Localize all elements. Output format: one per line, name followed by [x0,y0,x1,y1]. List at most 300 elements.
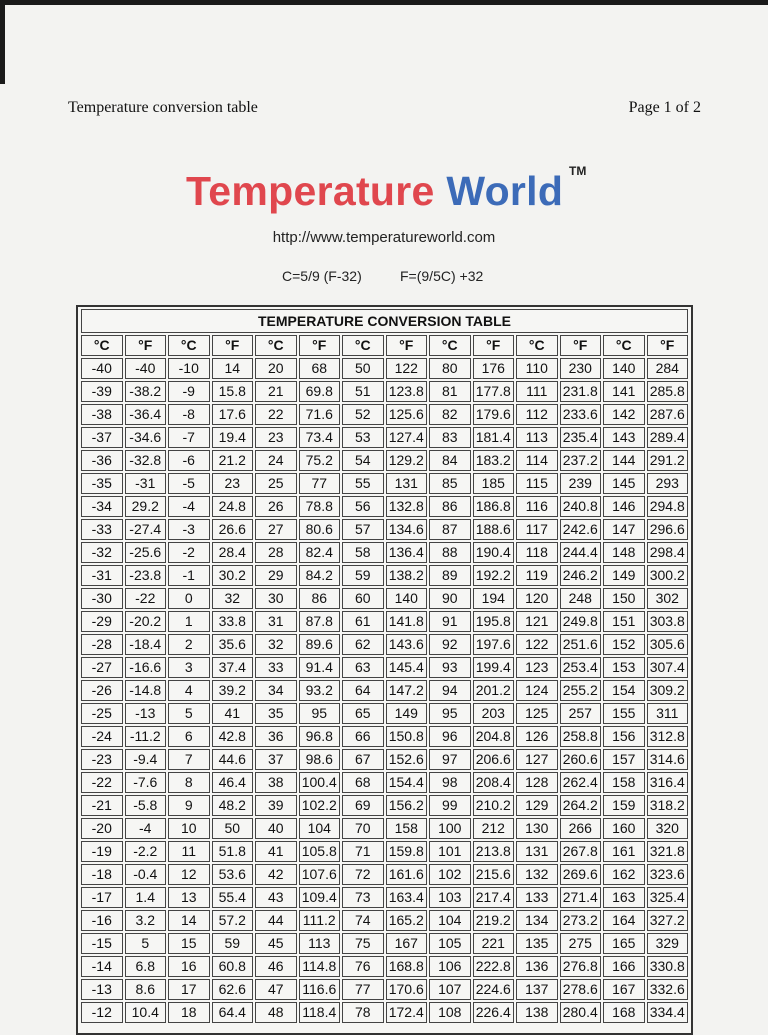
fahrenheit-cell: 267.8 [560,841,602,862]
celsius-cell: -12 [81,1002,123,1023]
table-row [81,726,688,747]
celsius-cell: 13 [168,887,210,908]
celsius-cell: 91 [429,611,471,632]
fahrenheit-cell: 33.8 [212,611,254,632]
fahrenheit-cell: -22 [125,588,167,609]
fahrenheit-cell: 197.6 [473,634,515,655]
celsius-cell: 126 [516,726,558,747]
fahrenheit-cell: 235.4 [560,427,602,448]
fahrenheit-cell: 114.8 [299,956,341,977]
fahrenheit-cell: 132.8 [386,496,428,517]
fahrenheit-cell: 122 [386,358,428,379]
fahrenheit-cell: 289.4 [647,427,689,448]
celsius-cell: 155 [603,703,645,724]
celsius-cell: 65 [342,703,384,724]
celsius-cell: 9 [168,795,210,816]
fahrenheit-cell: 46.4 [212,772,254,793]
celsius-cell: 24 [255,450,297,471]
fahrenheit-cell: 44.6 [212,749,254,770]
celsius-cell: 0 [168,588,210,609]
fahrenheit-cell: 181.4 [473,427,515,448]
table-row [81,496,688,517]
celsius-cell: 163 [603,887,645,908]
fahrenheit-cell: 280.4 [560,1002,602,1023]
fahrenheit-cell: 26.6 [212,519,254,540]
celsius-cell: 97 [429,749,471,770]
fahrenheit-cell: 294.8 [647,496,689,517]
celsius-cell: -16 [81,910,123,931]
fahrenheit-cell: -31 [125,473,167,494]
fahrenheit-cell: 156.2 [386,795,428,816]
fahrenheit-cell: 68 [299,358,341,379]
celsius-cell: 122 [516,634,558,655]
fahrenheit-cell: 273.2 [560,910,602,931]
celsius-cell: 64 [342,680,384,701]
table-row [81,818,688,839]
celsius-cell: 117 [516,519,558,540]
celsius-cell: 95 [429,703,471,724]
table-row [81,887,688,908]
trademark-mark: TM [569,164,587,178]
column-header-fahrenheit: °F [299,335,341,356]
celsius-cell: 124 [516,680,558,701]
fahrenheit-cell: 41 [212,703,254,724]
table-row [81,404,688,425]
fahrenheit-cell: 249.8 [560,611,602,632]
fahrenheit-cell: 177.8 [473,381,515,402]
fahrenheit-cell: 98.6 [299,749,341,770]
celsius-cell: 131 [516,841,558,862]
celsius-cell: -5 [168,473,210,494]
column-header-fahrenheit: °F [212,335,254,356]
celsius-cell: 6 [168,726,210,747]
celsius-cell: 162 [603,864,645,885]
fahrenheit-cell: 212 [473,818,515,839]
fahrenheit-cell: 118.4 [299,1002,341,1023]
fahrenheit-cell: 168.8 [386,956,428,977]
fahrenheit-cell: -34.6 [125,427,167,448]
celsius-cell: 37 [255,749,297,770]
fahrenheit-cell: 257 [560,703,602,724]
fahrenheit-cell: 1.4 [125,887,167,908]
celsius-cell: 45 [255,933,297,954]
fahrenheit-cell: 307.4 [647,657,689,678]
celsius-cell: -20 [81,818,123,839]
fahrenheit-cell: 271.4 [560,887,602,908]
fahrenheit-cell: -27.4 [125,519,167,540]
celsius-cell: 15 [168,933,210,954]
conversion-table-frame [76,305,693,1035]
celsius-cell: 69 [342,795,384,816]
celsius-cell: -13 [81,979,123,1000]
fahrenheit-cell: 14 [212,358,254,379]
celsius-cell: 132 [516,864,558,885]
fahrenheit-cell: 109.4 [299,887,341,908]
celsius-cell: -18 [81,864,123,885]
celsius-cell: -37 [81,427,123,448]
celsius-cell: 55 [342,473,384,494]
celsius-cell: 112 [516,404,558,425]
celsius-cell: 118 [516,542,558,563]
fahrenheit-cell: -0.4 [125,864,167,885]
fahrenheit-cell: 300.2 [647,565,689,586]
fahrenheit-cell: 208.4 [473,772,515,793]
celsius-cell: 62 [342,634,384,655]
fahrenheit-cell: 152.6 [386,749,428,770]
fahrenheit-cell: 8.6 [125,979,167,1000]
celsius-cell: 166 [603,956,645,977]
celsius-cell: 135 [516,933,558,954]
fahrenheit-cell: 260.6 [560,749,602,770]
column-header-celsius: °C [429,335,471,356]
fahrenheit-cell: 192.2 [473,565,515,586]
column-header-celsius: °C [603,335,645,356]
fahrenheit-cell: -38.2 [125,381,167,402]
celsius-cell: 1 [168,611,210,632]
celsius-cell: 86 [429,496,471,517]
celsius-cell: 10 [168,818,210,839]
fahrenheit-cell: -13 [125,703,167,724]
column-header-celsius: °C [516,335,558,356]
fahrenheit-cell: 253.4 [560,657,602,678]
celsius-cell: 104 [429,910,471,931]
celsius-cell: 59 [342,565,384,586]
table-row [81,450,688,471]
fahrenheit-cell: 42.8 [212,726,254,747]
fahrenheit-cell: 57.2 [212,910,254,931]
celsius-cell: 149 [603,565,645,586]
celsius-cell: 151 [603,611,645,632]
celsius-cell: 63 [342,657,384,678]
celsius-cell: -39 [81,381,123,402]
fahrenheit-cell: -40 [125,358,167,379]
celsius-cell: 3 [168,657,210,678]
logo-word-world: World [446,168,564,214]
fahrenheit-cell: 204.8 [473,726,515,747]
fahrenheit-cell: 131 [386,473,428,494]
column-header-fahrenheit: °F [647,335,689,356]
celsius-cell: 160 [603,818,645,839]
column-header-celsius: °C [255,335,297,356]
celsius-cell: 137 [516,979,558,1000]
fahrenheit-cell: 269.6 [560,864,602,885]
table-header-row [81,335,688,356]
column-header-celsius: °C [81,335,123,356]
logo-word-temperature: Temperature [186,168,435,214]
fahrenheit-cell: 305.6 [647,634,689,655]
fahrenheit-cell: 80.6 [299,519,341,540]
fahrenheit-cell: 190.4 [473,542,515,563]
fahrenheit-cell: 134.6 [386,519,428,540]
table-row [81,588,688,609]
celsius-cell: -30 [81,588,123,609]
celsius-cell: -24 [81,726,123,747]
table-row [81,933,688,954]
table-row [81,381,688,402]
fahrenheit-cell: 330.8 [647,956,689,977]
table-row [81,634,688,655]
fahrenheit-cell: 123.8 [386,381,428,402]
celsius-cell: 164 [603,910,645,931]
celsius-cell: 94 [429,680,471,701]
table-row [81,611,688,632]
fahrenheit-cell: 287.6 [647,404,689,425]
fahrenheit-cell: 303.8 [647,611,689,632]
fahrenheit-cell: 23 [212,473,254,494]
fahrenheit-cell: 140 [386,588,428,609]
fahrenheit-cell: 314.6 [647,749,689,770]
celsius-cell: -33 [81,519,123,540]
fahrenheit-cell: 10.4 [125,1002,167,1023]
fahrenheit-cell: 329 [647,933,689,954]
celsius-cell: -9 [168,381,210,402]
celsius-cell: 89 [429,565,471,586]
celsius-cell: 58 [342,542,384,563]
fahrenheit-cell: 89.6 [299,634,341,655]
celsius-cell: -35 [81,473,123,494]
fahrenheit-cell: 332.6 [647,979,689,1000]
fahrenheit-cell: 21.2 [212,450,254,471]
celsius-cell: 144 [603,450,645,471]
celsius-cell: 102 [429,864,471,885]
fahrenheit-cell: 84.2 [299,565,341,586]
fahrenheit-cell: 258.8 [560,726,602,747]
celsius-cell: -3 [168,519,210,540]
fahrenheit-cell: 17.6 [212,404,254,425]
fahrenheit-cell: 311 [647,703,689,724]
celsius-cell: 5 [168,703,210,724]
fahrenheit-cell: 278.6 [560,979,602,1000]
column-header-fahrenheit: °F [125,335,167,356]
celsius-cell: 127 [516,749,558,770]
celsius-cell: 68 [342,772,384,793]
celsius-cell: 30 [255,588,297,609]
fahrenheit-cell: 24.8 [212,496,254,517]
fahrenheit-cell: 242.6 [560,519,602,540]
celsius-cell: -31 [81,565,123,586]
celsius-cell: 84 [429,450,471,471]
celsius-cell: 99 [429,795,471,816]
fahrenheit-cell: 240.8 [560,496,602,517]
celsius-cell: 123 [516,657,558,678]
fahrenheit-cell: 266 [560,818,602,839]
table-row [81,519,688,540]
fahrenheit-cell: 255.2 [560,680,602,701]
fahrenheit-cell: 165.2 [386,910,428,931]
celsius-cell: 165 [603,933,645,954]
celsius-cell: 120 [516,588,558,609]
celsius-cell: 101 [429,841,471,862]
celsius-cell: 82 [429,404,471,425]
fahrenheit-cell: -20.2 [125,611,167,632]
celsius-cell: 83 [429,427,471,448]
fahrenheit-cell: 167 [386,933,428,954]
celsius-cell: 107 [429,979,471,1000]
table-row [81,657,688,678]
fahrenheit-cell: 6.8 [125,956,167,977]
fahrenheit-cell: 217.4 [473,887,515,908]
celsius-formula: C=5/9 (F-32) [282,268,362,284]
celsius-cell: 141 [603,381,645,402]
fahrenheit-cell: 60.8 [212,956,254,977]
fahrenheit-cell: 210.2 [473,795,515,816]
fahrenheit-cell: 77 [299,473,341,494]
fahrenheit-cell: 37.4 [212,657,254,678]
fahrenheit-cell: 147.2 [386,680,428,701]
fahrenheit-cell: -2.2 [125,841,167,862]
fahrenheit-cell: 316.4 [647,772,689,793]
fahrenheit-cell: 231.8 [560,381,602,402]
celsius-cell: 47 [255,979,297,1000]
fahrenheit-cell: 194 [473,588,515,609]
celsius-cell: -15 [81,933,123,954]
celsius-cell: -38 [81,404,123,425]
fahrenheit-cell: 138.2 [386,565,428,586]
fahrenheit-cell: 325.4 [647,887,689,908]
celsius-cell: 111 [516,381,558,402]
celsius-cell: -8 [168,404,210,425]
celsius-cell: 167 [603,979,645,1000]
scan-border-top [0,0,768,5]
fahrenheit-cell: 87.8 [299,611,341,632]
table-row [81,1002,688,1023]
celsius-cell: 56 [342,496,384,517]
celsius-cell: 16 [168,956,210,977]
celsius-cell: 2 [168,634,210,655]
celsius-cell: 33 [255,657,297,678]
table-row [81,979,688,1000]
fahrenheit-cell: 50 [212,818,254,839]
fahrenheit-cell: 230 [560,358,602,379]
fahrenheit-cell: 141.8 [386,611,428,632]
fahrenheit-cell: 64.4 [212,1002,254,1023]
table-row [81,703,688,724]
fahrenheit-cell: 73.4 [299,427,341,448]
celsius-cell: 74 [342,910,384,931]
table-row [81,680,688,701]
celsius-cell: 142 [603,404,645,425]
fahrenheit-formula: F=(9/5C) +32 [400,268,484,284]
celsius-cell: 116 [516,496,558,517]
fahrenheit-cell: 30.2 [212,565,254,586]
celsius-cell: 27 [255,519,297,540]
fahrenheit-cell: 93.2 [299,680,341,701]
fahrenheit-cell: -36.4 [125,404,167,425]
fahrenheit-cell: 145.4 [386,657,428,678]
fahrenheit-cell: 296.6 [647,519,689,540]
celsius-cell: 140 [603,358,645,379]
fahrenheit-cell: 334.4 [647,1002,689,1023]
celsius-cell: 113 [516,427,558,448]
celsius-cell: 129 [516,795,558,816]
celsius-cell: 108 [429,1002,471,1023]
fahrenheit-cell: -25.6 [125,542,167,563]
celsius-cell: -17 [81,887,123,908]
fahrenheit-cell: 15.8 [212,381,254,402]
fahrenheit-cell: 213.8 [473,841,515,862]
fahrenheit-cell: 327.2 [647,910,689,931]
celsius-cell: 75 [342,933,384,954]
celsius-cell: 158 [603,772,645,793]
celsius-cell: 78 [342,1002,384,1023]
celsius-cell: -2 [168,542,210,563]
celsius-cell: 96 [429,726,471,747]
fahrenheit-cell: -16.6 [125,657,167,678]
fahrenheit-cell: 293 [647,473,689,494]
celsius-cell: 42 [255,864,297,885]
fahrenheit-cell: 82.4 [299,542,341,563]
page-number: Page 1 of 2 [628,99,701,116]
fahrenheit-cell: 176 [473,358,515,379]
celsius-cell: -7 [168,427,210,448]
celsius-cell: -26 [81,680,123,701]
celsius-cell: 105 [429,933,471,954]
celsius-cell: 134 [516,910,558,931]
conversion-table [79,307,690,1025]
fahrenheit-cell: -7.6 [125,772,167,793]
fahrenheit-cell: 154.4 [386,772,428,793]
fahrenheit-cell: 276.8 [560,956,602,977]
fahrenheit-cell: 158 [386,818,428,839]
table-row [81,473,688,494]
fahrenheit-cell: 75.2 [299,450,341,471]
celsius-cell: -27 [81,657,123,678]
celsius-cell: 150 [603,588,645,609]
celsius-cell: -14 [81,956,123,977]
celsius-cell: 115 [516,473,558,494]
celsius-cell: 38 [255,772,297,793]
celsius-cell: 12 [168,864,210,885]
celsius-cell: 36 [255,726,297,747]
fahrenheit-cell: 78.8 [299,496,341,517]
celsius-cell: 44 [255,910,297,931]
celsius-cell: -29 [81,611,123,632]
celsius-cell: 21 [255,381,297,402]
celsius-cell: -19 [81,841,123,862]
fahrenheit-cell: 251.6 [560,634,602,655]
celsius-cell: 14 [168,910,210,931]
fahrenheit-cell: 136.4 [386,542,428,563]
celsius-cell: 161 [603,841,645,862]
celsius-cell: 157 [603,749,645,770]
fahrenheit-cell: 143.6 [386,634,428,655]
celsius-cell: -21 [81,795,123,816]
scan-border-left [0,0,5,84]
fahrenheit-cell: 19.4 [212,427,254,448]
celsius-cell: -1 [168,565,210,586]
fahrenheit-cell: 62.6 [212,979,254,1000]
celsius-cell: 119 [516,565,558,586]
celsius-cell: 18 [168,1002,210,1023]
celsius-cell: 125 [516,703,558,724]
celsius-cell: 153 [603,657,645,678]
celsius-cell: 7 [168,749,210,770]
celsius-cell: 71 [342,841,384,862]
table-row [81,358,688,379]
celsius-cell: 103 [429,887,471,908]
fahrenheit-cell: 275 [560,933,602,954]
fahrenheit-cell: 219.2 [473,910,515,931]
table-body [81,358,688,1023]
celsius-cell: 32 [255,634,297,655]
celsius-cell: 154 [603,680,645,701]
celsius-cell: 51 [342,381,384,402]
fahrenheit-cell: 170.6 [386,979,428,1000]
celsius-cell: 35 [255,703,297,724]
fahrenheit-cell: -32.8 [125,450,167,471]
celsius-cell: 60 [342,588,384,609]
column-header-celsius: °C [342,335,384,356]
